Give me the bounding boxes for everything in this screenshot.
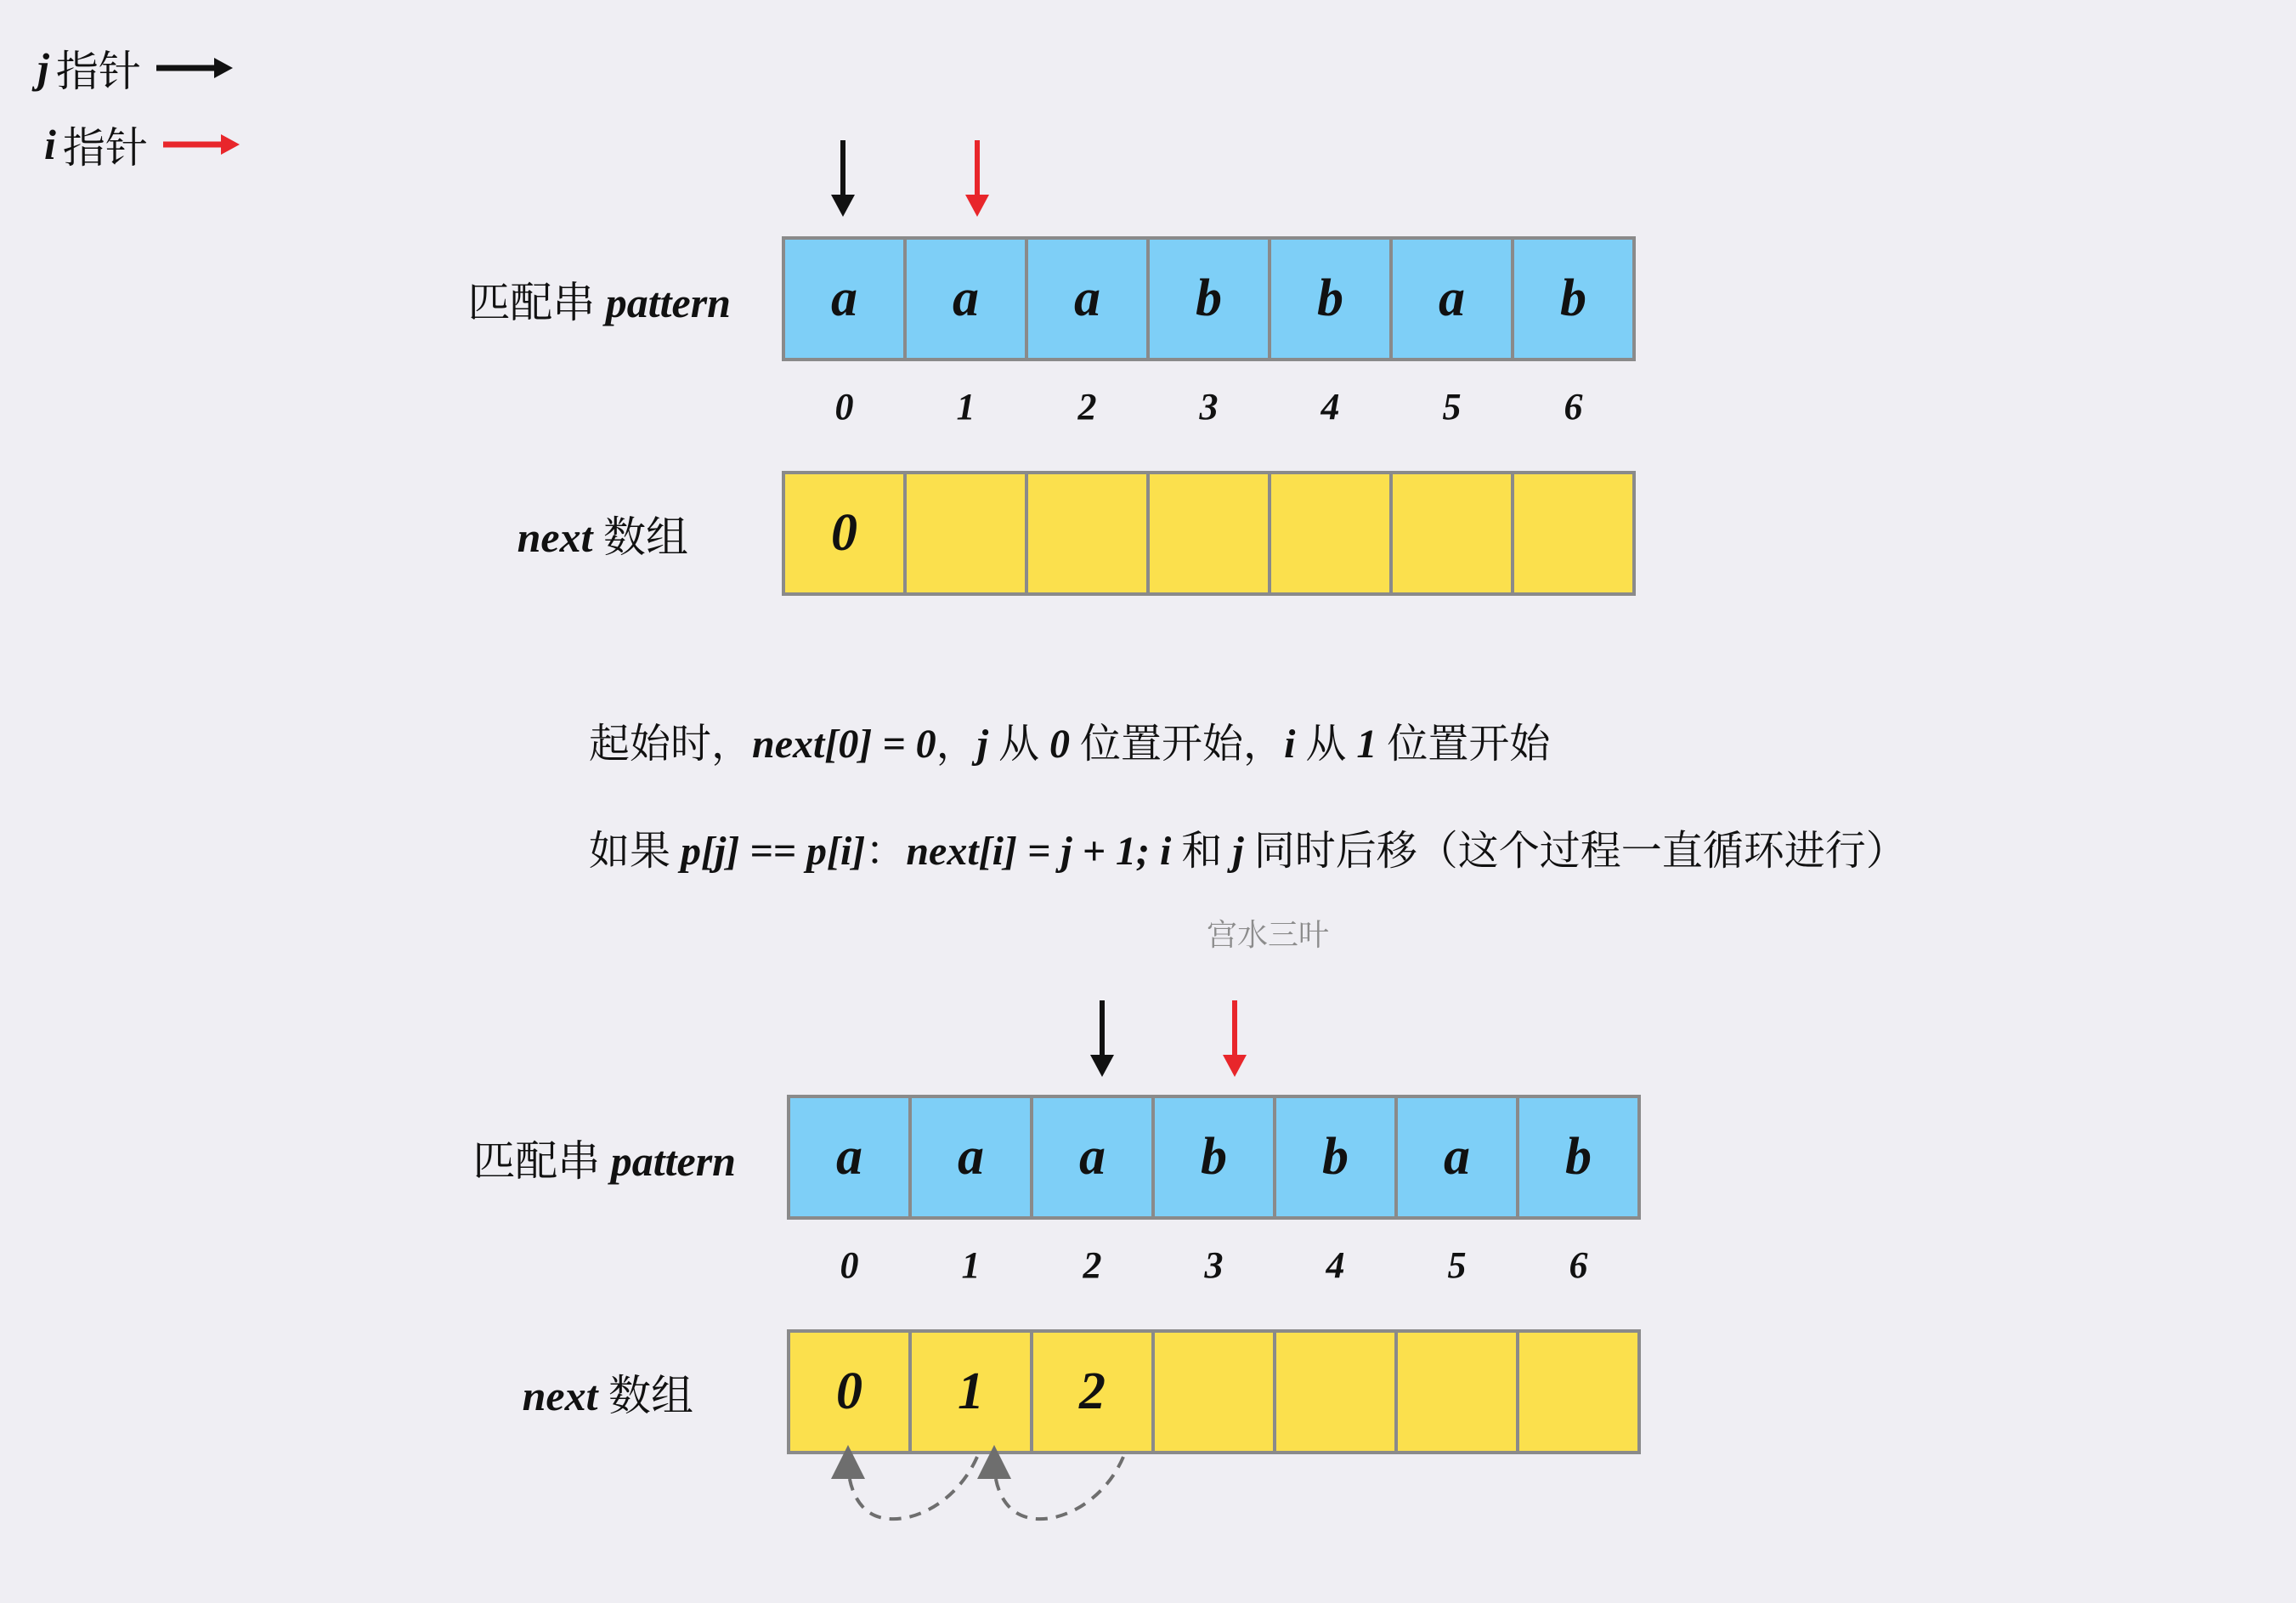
note-text: 起始时， xyxy=(589,722,753,767)
note-text: 从 xyxy=(988,722,1050,767)
next-array xyxy=(782,471,1636,596)
next-cell: 0 xyxy=(782,471,907,596)
index-label: 5 xyxy=(1447,1244,1467,1286)
note-text: 同时后移（这个过程一直循环进行） xyxy=(1243,829,1907,874)
dashed-curved-arrows-icon xyxy=(816,1445,1139,1530)
next-cell: 0 xyxy=(787,1329,912,1454)
j-pointer-down-arrow-icon xyxy=(826,140,860,218)
next-cell xyxy=(1394,1329,1519,1454)
pattern-cell: a xyxy=(1389,236,1514,361)
index-label: 0 xyxy=(834,386,854,428)
legend-j-pointer xyxy=(37,38,235,98)
next-cell xyxy=(1268,471,1393,596)
pattern-cell: a xyxy=(903,236,1028,361)
next-row-label xyxy=(314,512,688,563)
index-label: 6 xyxy=(1564,386,1583,428)
next-cell xyxy=(1389,471,1514,596)
legend-j-label: 指针 xyxy=(55,48,141,95)
pattern-cell: a xyxy=(908,1095,1033,1220)
note-initial-condition xyxy=(589,711,1550,769)
pattern-label-en: pattern xyxy=(605,279,731,326)
pattern-array xyxy=(782,236,1636,361)
pattern-cell: a xyxy=(1025,236,1150,361)
note-code: p[j] == p[i] xyxy=(681,829,866,874)
pattern-cell: a xyxy=(1030,1095,1155,1220)
next-label-cn: 数组 xyxy=(603,513,688,561)
legend-i-label: 指针 xyxy=(62,124,148,172)
next-label-cn: 数组 xyxy=(608,1372,693,1419)
index-label: 2 xyxy=(1083,1244,1102,1286)
pattern-cell: b xyxy=(1273,1095,1398,1220)
pattern-label-cn: 匹配串 xyxy=(472,1137,601,1185)
note-text: ， xyxy=(936,722,977,767)
index-label: 1 xyxy=(956,386,976,428)
index-label: 2 xyxy=(1077,386,1097,428)
next-cell xyxy=(1511,471,1636,596)
pattern-cell: b xyxy=(1516,1095,1641,1220)
index-row xyxy=(789,1243,1639,1287)
next-cell xyxy=(1151,1329,1276,1454)
next-row-label xyxy=(320,1370,693,1421)
index-label: 5 xyxy=(1442,386,1462,428)
note-text: 位置开始， xyxy=(1070,722,1285,767)
note-code: next[i] = j + 1; i xyxy=(906,829,1172,874)
legend-j-var: j xyxy=(37,44,49,92)
next-label-en: next xyxy=(522,1372,598,1419)
index-row xyxy=(783,385,1634,428)
pattern-cell: a xyxy=(1394,1095,1519,1220)
black-arrow-right-icon xyxy=(156,55,235,81)
watermark: 宫水三叶 xyxy=(1207,918,1330,952)
pattern-row-label xyxy=(362,1136,736,1187)
legend-i-pointer xyxy=(37,115,241,174)
note-text: ： xyxy=(865,829,907,874)
note-text: 从 xyxy=(1295,722,1357,767)
next-cell xyxy=(1025,471,1150,596)
next-label-en: next xyxy=(517,513,593,561)
index-label: 4 xyxy=(1326,1244,1345,1286)
index-label: 0 xyxy=(840,1244,859,1286)
index-label: 4 xyxy=(1320,386,1340,428)
note-text: 位置开始 xyxy=(1377,722,1551,767)
next-array xyxy=(787,1329,1641,1454)
note-match-rule xyxy=(589,818,1907,876)
legend-i-var: i xyxy=(44,121,56,168)
i-pointer-down-arrow-icon xyxy=(960,140,994,218)
pattern-label-en: pattern xyxy=(610,1137,736,1185)
pattern-cell: b xyxy=(1268,236,1393,361)
note-code: next[0] = 0 xyxy=(752,722,936,767)
index-label: 1 xyxy=(961,1244,981,1286)
note-code: 1 xyxy=(1356,722,1377,767)
index-label: 3 xyxy=(1199,386,1219,428)
pattern-label-cn: 匹配串 xyxy=(467,279,596,326)
next-cell xyxy=(1273,1329,1398,1454)
pattern-row-label xyxy=(357,277,731,328)
pattern-cell: b xyxy=(1146,236,1271,361)
next-cell xyxy=(1516,1329,1641,1454)
i-pointer-down-arrow-icon xyxy=(1218,1000,1252,1079)
index-label: 3 xyxy=(1204,1244,1224,1286)
note-code: i xyxy=(1284,722,1296,767)
note-text: 和 xyxy=(1171,829,1233,874)
next-cell xyxy=(903,471,1028,596)
pattern-cell: b xyxy=(1151,1095,1276,1220)
next-cell: 1 xyxy=(908,1329,1033,1454)
pattern-cell: a xyxy=(787,1095,912,1220)
note-code: j xyxy=(976,722,989,767)
note-code: 0 xyxy=(1049,722,1071,767)
next-cell: 2 xyxy=(1030,1329,1155,1454)
pattern-array xyxy=(787,1095,1641,1220)
note-code: j xyxy=(1232,829,1244,874)
j-pointer-down-arrow-icon xyxy=(1085,1000,1119,1079)
pattern-cell: b xyxy=(1511,236,1636,361)
note-text: 如果 xyxy=(589,829,681,874)
next-cell xyxy=(1146,471,1271,596)
red-arrow-right-icon xyxy=(163,132,241,157)
pattern-cell: a xyxy=(782,236,907,361)
index-label: 6 xyxy=(1569,1244,1588,1286)
